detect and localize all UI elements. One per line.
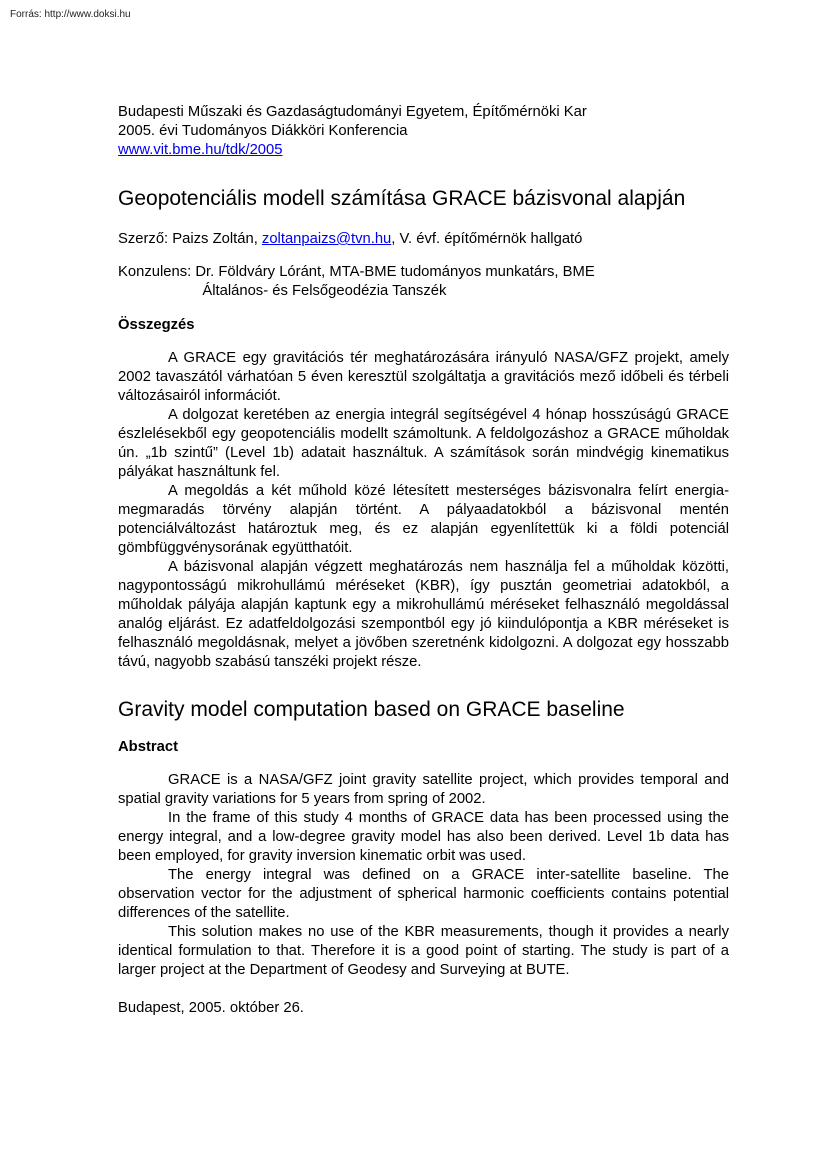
consultant-value — [195, 263, 729, 301]
place-date: Budapest, 2005. október 26. — [118, 1000, 304, 1016]
abstract-paragraph: GRACE is a NASA/GFZ joint gravity satellite project, which provides temporal and spatial gravity variations for 5 years from spring of 2002. — [118, 772, 729, 807]
title-hungarian: Geopotenciális modell számítása GRACE bázisvonal alapján — [118, 187, 686, 210]
summary-paragraph: A bázisvonal alapján végzett meghatározás nem használja fel a műholdak közötti, nagypontosságú mikrohullámú méréseket (KBR), így pusztán geometriai adatokból, a műholdak pályája alapján kaptunk egy a mikrohullámú méréseket felhasználó megoldással analóg eljárást. Ez adatfeldolgozási szempontból egy jó kiindulópontja a KBR méréseket is felhasználó megoldásnak, melyet a jövőben szeretnénk kidolgozni. A dolgozat egy hosszabb távú, nagyobb szabású tanszéki projekt része. — [118, 559, 729, 670]
summary-heading: Összegzés — [118, 317, 195, 333]
abstract-body — [118, 771, 729, 980]
title-english: Gravity model computation based on GRACE baseline — [118, 698, 625, 721]
consultant-line-1: Dr. Földváry Lóránt, MTA-BME tudományos munkatárs, BME — [195, 264, 595, 280]
author-suffix: , V. évf. építőmérnök hallgató — [391, 231, 583, 247]
abstract-paragraph: This solution makes no use of the KBR measurements, though it provides a nearly identical formulation to that. Therefore it is a good point of starting. The study is part of a larger project at the Department of Geodesy and Surveying at BUTE. — [118, 924, 729, 978]
consultant-line-2: Általános- és Felsőgeodézia Tanszék — [202, 283, 447, 299]
conference-link-line — [118, 141, 729, 160]
conference-line: 2005. évi Tudományos Diákköri Konferencia — [118, 123, 408, 139]
author-email-link[interactable]: zoltanpaizs@tvn.hu — [261, 231, 392, 247]
consultant-block — [118, 263, 729, 301]
source-note: Forrás: http://www.doksi.hu — [10, 9, 131, 20]
author-prefix: Szerző: Paizs Zoltán, — [118, 231, 262, 247]
university-line: Budapesti Műszaki és Gazdaságtudományi Egyetem, Építőmérnöki Kar — [118, 104, 587, 120]
summary-body — [118, 349, 729, 672]
summary-paragraph: A dolgozat keretében az energia integrál segítségével 4 hónap hosszúságú GRACE észlelésekből egy geopotenciális modellt számoltunk. A feldolgozáshoz a GRACE műholdak ún. „1b szintű” (Level 1b) adatait használtuk. A számítások során mindvégig kinematikus pályákat használtunk fel. — [118, 407, 729, 480]
abstract-heading: Abstract — [118, 739, 179, 755]
summary-paragraph: A GRACE egy gravitációs tér meghatározására irányuló NASA/GFZ projekt, amely 2002 tavaszától várhatóan 5 éven keresztül szolgáltatja a gravitációs mező időbeli és térbeli változásairól információt. — [118, 350, 729, 404]
conference-link[interactable]: www.vit.bme.hu/tdk/2005 — [118, 142, 283, 158]
document-page — [118, 103, 729, 1018]
consultant-label: Konzulens: — [118, 264, 196, 280]
author-line — [118, 230, 729, 249]
summary-paragraph: A megoldás a két műhold közé létesített mesterséges bázisvonalra felírt energia-megmaradás törvény alapján történt. A pályaadatokból a bázisvonal mentén potenciálváltozást határoztuk meg, és ez alapján egyenlítettük ki a földi potenciál gömbfüggvénysorának együtthatóit. — [118, 483, 729, 556]
abstract-paragraph: In the frame of this study 4 months of GRACE data has been processed using the energy integral, and a low-degree gravity model has also been derived. Level 1b data has been employed, for gravity inversion kinematic orbit was used. — [118, 810, 729, 864]
abstract-paragraph: The energy integral was defined on a GRACE inter-satellite baseline. The observation vector for the adjustment of spherical harmonic coefficients contains potential differences of the satellite. — [118, 867, 729, 921]
